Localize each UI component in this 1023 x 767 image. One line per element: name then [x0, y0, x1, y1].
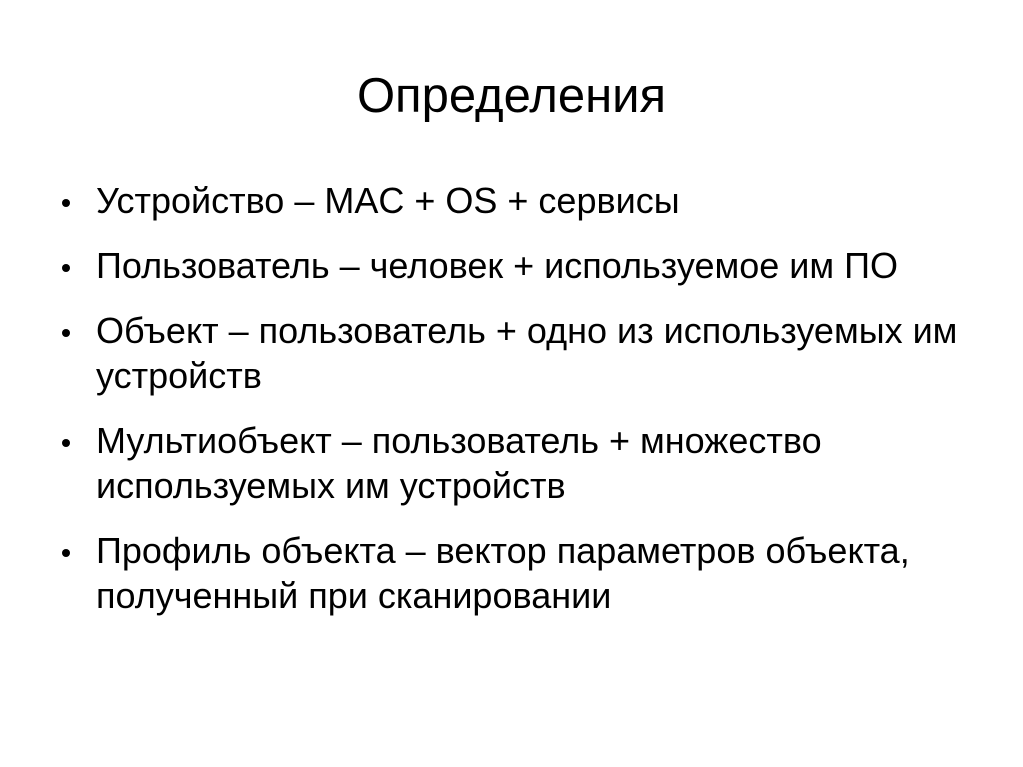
- bullet-dot-icon: [62, 199, 70, 207]
- bullet-text: Профиль объекта – вектор параметров объекта, полученный при сканировании: [96, 530, 910, 616]
- bullet-text: Устройство – MAC + OS + сервисы: [96, 180, 680, 221]
- bullet-item: [62, 243, 962, 288]
- bullet-text: Пользователь – человек + используемое им ПО: [96, 245, 899, 286]
- bullet-item: [62, 528, 962, 618]
- bullet-item: [62, 308, 962, 398]
- bullet-list: [62, 178, 962, 638]
- bullet-dot-icon: [62, 329, 70, 337]
- bullet-item: [62, 178, 962, 223]
- slide-title: Определения: [356, 69, 667, 123]
- bullet-item: [62, 418, 962, 508]
- bullet-text: Мультиобъект – пользователь + множество используемых им устройств: [96, 420, 822, 506]
- bullet-dot-icon: [62, 264, 70, 272]
- bullet-text: Объект – пользователь + одно из используемых им устройств: [96, 310, 958, 396]
- bullet-dot-icon: [62, 549, 70, 557]
- bullet-dot-icon: [62, 439, 70, 447]
